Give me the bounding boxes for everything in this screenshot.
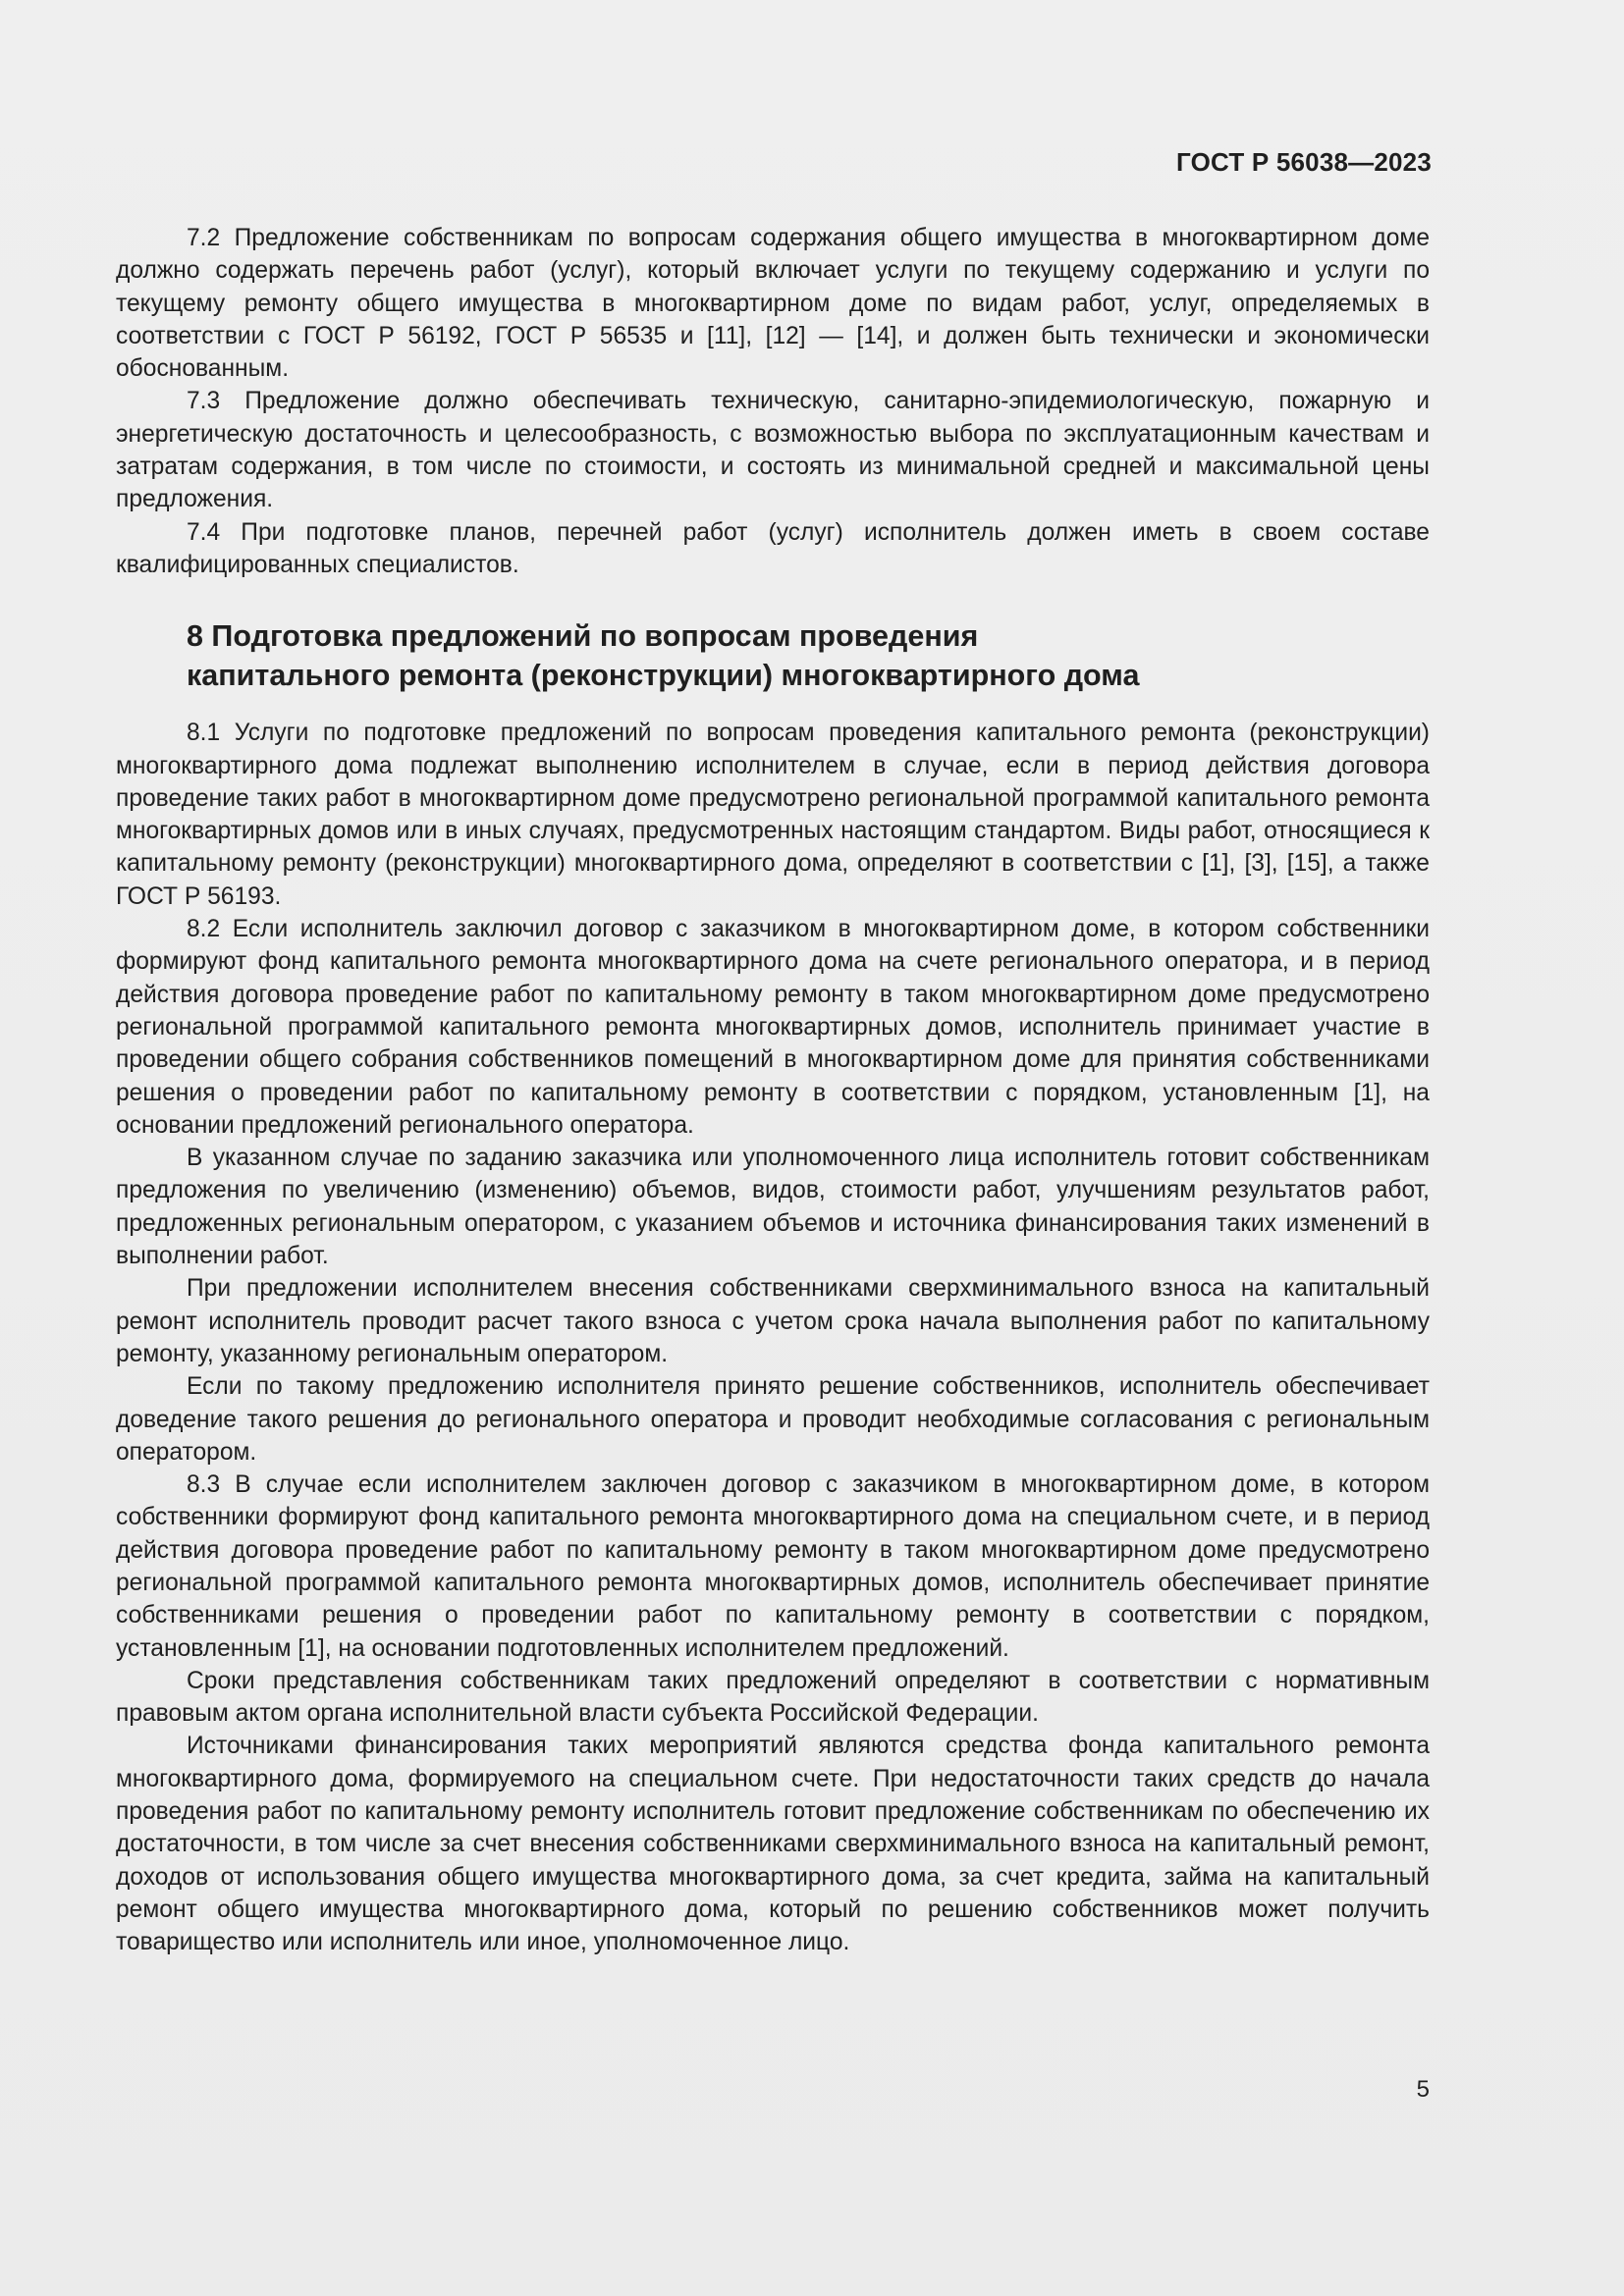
section-8-title-line-2: капитального ремонта (реконструкции) многоквартирного дома xyxy=(187,659,1140,693)
paragraph-8-2-contribution: При предложении исполнителем внесения собственниками сверхминимального взноса на капитальный ремонт исполнитель проводит расчет такого взноса с учетом срока начала выполнения работ по капитальному ремонту, указанному региональным оператором. xyxy=(116,1275,1430,1367)
section-8-title-line-1: 8 Подготовка предложений по вопросам проведения xyxy=(187,619,979,654)
paragraph-7-3: 7.3 Предложение должно обеспечивать техническую, санитарно-эпидемиологическую, пожарную и энергетическую достаточность и целесообразность, с возможностью выбора по эксплуатационным качествам и затратам содержания, в том числе по стоимости, и состоять из минимальной средней и максимальной цены предложения. xyxy=(116,388,1430,513)
paragraph-8-3-funding: Источниками финансирования таких мероприятий являются средства фонда капитального ремонта многоквартирного дома, формируемого на специальном счете. При недостаточности таких средств до начала проведения работ по капитальному ремонту исполнитель готовит предложение собственникам по обеспечению их достаточности, в том числе за счет внесения собственниками сверхминимального взноса на капитальный ремонт, доходов от использования общего имущества многоквартирного дома, за счет кредита, займа на капитальный ремонт общего имущества многоквартирного дома, который по решению собственников может получить товарищество или исполнитель или иное, уполномоченное лицо. xyxy=(116,1733,1430,1956)
paragraph-8-2-case: В указанном случае по заданию заказчика или уполномоченного лица исполнитель готовит собственникам предложения по увеличению (изменению) объемов, видов, стоимости работ, улучшениям результатов работ, предложенных региональным оператором, с указанием объемов и источника финансирования таких изменений в выполнении работ. xyxy=(116,1145,1430,1270)
section-8-title xyxy=(187,616,1430,695)
paragraph-8-3: 8.3 В случае если исполнителем заключен договор с заказчиком в многоквартирном доме, в котором собственники формируют фонд капитального ремонта многоквартирного дома на специальном счете, и в период действия договора проведение работ по капитальному ремонту в таком многоквартирном доме предусмотрено региональной программой капитального ремонта многоквартирных домов, исполнитель обеспечивает принятие собственниками решения о проведении работ по капитальному ремонту в соответствии с порядком, установленным [1], на основании подготовленных исполнителем предложений. xyxy=(116,1471,1430,1662)
paragraph-7-2: 7.2 Предложение собственникам по вопросам содержания общего имущества в многоквартирном доме должно содержать перечень работ (услуг), который включает услуги по текущему содержанию и услуги по текущему ремонту общего имущества в многоквартирном доме по видам работ, услуг, определяемых в соответствии с ГОСТ Р 56192, ГОСТ Р 56535 и [11], [12] — [14], и должен быть технически и экономически обоснованным. xyxy=(116,225,1430,383)
paragraph-7-4: 7.4 При подготовке планов, перечней работ (услуг) исполнитель должен иметь в своем составе квалифицированных специалистов. xyxy=(116,518,1430,578)
document-body xyxy=(116,222,1430,1959)
paragraph-8-2: 8.2 Если исполнитель заключил договор с заказчиком в многоквартирном доме, в котором собственники формируют фонд капитального ремонта многоквартирного дома на счете регионального оператора, и в период действия договора проведение работ по капитальному ремонту в таком многоквартирном доме предусмотрено региональной программой капитального ремонта многоквартирных домов, исполнитель принимает участие в проведении общего собрания собственников помещений в многоквартирном доме для принятия собственниками решения о проведении работ по капитальному ремонту в соответствии с порядком, установленным [1], на основании предложений регионального оператора. xyxy=(116,916,1430,1139)
paragraph-8-2-decision: Если по такому предложению исполнителя принято решение собственников, исполнитель обеспечивает доведение такого решения до регионального оператора и проводит необходимые согласования с региональным оператором. xyxy=(116,1373,1430,1466)
paragraph-8-3-deadlines: Сроки представления собственникам таких предложений определяют в соответствии с нормативным правовым актом органа исполнительной власти субъекта Российской Федерации. xyxy=(116,1667,1430,1728)
page-number: 5 xyxy=(1416,2076,1430,2103)
paragraph-8-1: 8.1 Услуги по подготовке предложений по вопросам проведения капитального ремонта (реконструкции) многоквартирного дома подлежат выполнению исполнителем в случае, если в период действия договора проведение таких работ в многоквартирном доме предусмотрено региональной программой капитального ремонта многоквартирных домов или в иных случаях, предусмотренных настоящим стандартом. Виды работ, относящиеся к капитальному ремонту (реконструкции) многоквартирного дома, определяют в соответствии с [1], [3], [15], а также ГОСТ Р 56193. xyxy=(116,720,1430,910)
document-code-header: ГОСТ Р 56038—2023 xyxy=(1176,147,1432,177)
